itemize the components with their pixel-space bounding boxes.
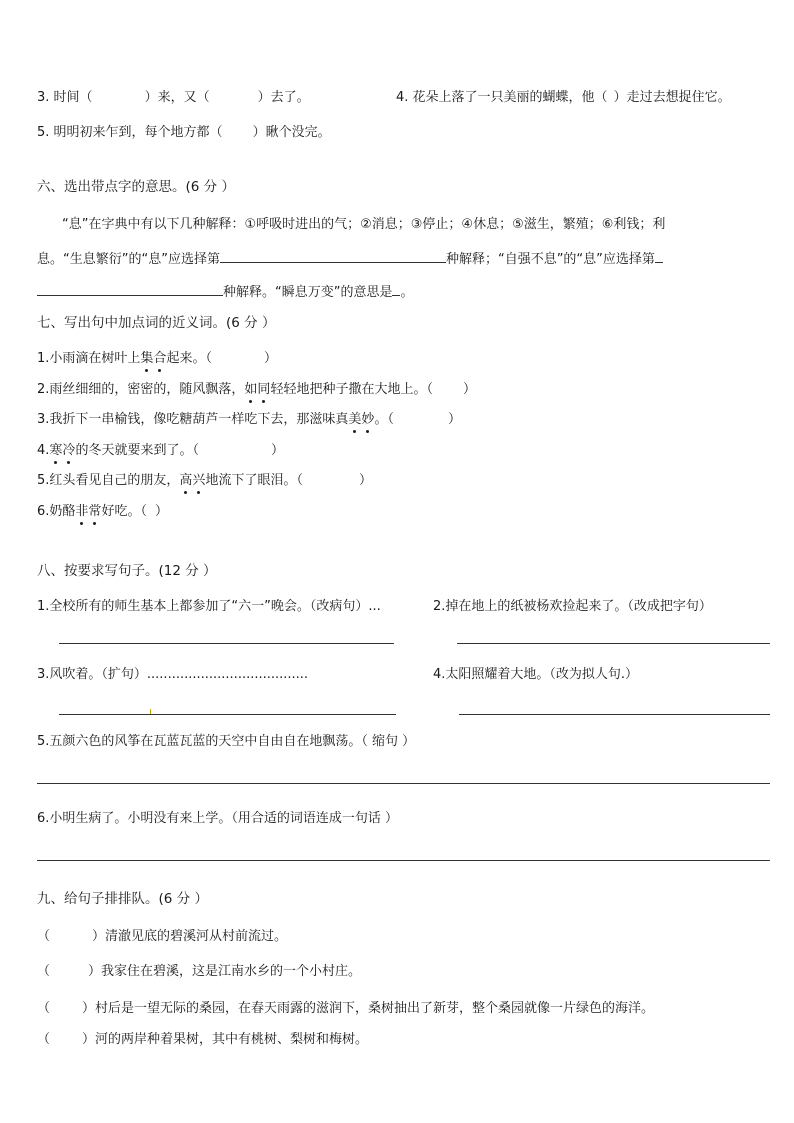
q-text: 4. bbox=[37, 443, 50, 458]
q-text: 1.小雨滴在树叶上 bbox=[37, 351, 141, 366]
order-bracket-open: （ bbox=[37, 1032, 51, 1047]
section-9-item bbox=[37, 1000, 654, 1018]
q-text: 息。“生息繁衍”的“息”应选择第 bbox=[37, 252, 220, 267]
section-6-line-1: “息”在字典中有以下几种解释：①呼吸时进出的气；②消息；③停止；④休息；⑤滋生，繁殖；⑥利钱；利 bbox=[62, 217, 666, 232]
q-text: ）来，又（ bbox=[144, 90, 210, 105]
dotted-char: 冷 bbox=[62, 443, 76, 458]
q-text: 起来。（ bbox=[166, 351, 212, 366]
order-bracket-close: ） bbox=[82, 1032, 96, 1047]
question-5-3 bbox=[37, 89, 310, 107]
dotted-char: 寒 bbox=[49, 443, 63, 458]
q-number: 4. bbox=[396, 90, 409, 105]
question-5-5 bbox=[37, 124, 331, 142]
section-7-title: 七、写出句中加点词的近义词。(6 分 ） bbox=[37, 315, 276, 331]
order-bracket-open: （ bbox=[37, 1001, 51, 1016]
q-text: 。（ bbox=[374, 412, 394, 427]
section-7-item bbox=[37, 503, 168, 521]
dotted-char: 合 bbox=[153, 351, 167, 366]
sentence-text: 我家住在碧溪，这是江南水乡的一个小村庄。 bbox=[101, 964, 362, 979]
q-text: ） bbox=[462, 382, 476, 397]
section-8-q5: 5.五颜六色的风筝在瓦蓝瓦蓝的天空中自由自在地飘荡。（ 缩句 ） bbox=[37, 734, 416, 749]
q-text: 5.红头看见自己的朋友， bbox=[37, 473, 180, 488]
section-6-line-2 bbox=[37, 248, 663, 269]
section-8-q1: 1.全校所有的师生基本上都参加了“六一”晚会。（改病句）... bbox=[37, 599, 381, 614]
q-number: 5. bbox=[37, 125, 50, 140]
order-bracket-open: （ bbox=[37, 929, 51, 944]
q-text: 好吃。（ bbox=[101, 504, 147, 519]
q-text: 3.我折下一串榆钱，像吃糖葫芦一样吃下去，那滋味真 bbox=[37, 412, 349, 427]
q-text: 种解释；“自强不息”的“息”应选择第 bbox=[445, 252, 655, 267]
answer-blank[interactable] bbox=[37, 281, 223, 296]
q-text: ）瞅个没完。 bbox=[252, 125, 331, 140]
answer-line-q3[interactable] bbox=[59, 714, 396, 715]
sentence-text: 河的两岸种着果树，其中有桃树、梨树和梅树。 bbox=[95, 1032, 369, 1047]
section-6-title: 六、选出带点字的意思。(6 分 ） bbox=[37, 179, 235, 195]
section-9-item bbox=[37, 1031, 368, 1049]
q-text: ）去了。 bbox=[257, 90, 310, 105]
order-bracket-close: ） bbox=[92, 929, 106, 944]
dotted-char: 常 bbox=[88, 504, 102, 519]
q-text: 。 bbox=[400, 285, 414, 300]
answer-line-q2[interactable] bbox=[457, 643, 770, 644]
q-text: 种解释。“瞬息万变”的意思是 bbox=[223, 285, 393, 300]
q-text: ）走过去想捉住它。 bbox=[613, 90, 731, 105]
answer-line-q1[interactable] bbox=[59, 643, 394, 644]
q-text: ） bbox=[154, 504, 168, 519]
dotted-char: 高 bbox=[179, 473, 193, 488]
q-text: 明明初来乍到，每个地方都（ bbox=[53, 125, 223, 140]
answer-line-q6[interactable] bbox=[37, 860, 770, 861]
q-text: ） bbox=[270, 443, 284, 458]
section-7-item bbox=[37, 472, 372, 490]
answer-blank[interactable] bbox=[220, 248, 446, 263]
sentence-text: 村后是一望无际的桑园，在春天雨露的滋润下，桑树抽出了新芽，整个桑园就像一片绿色的海洋。 bbox=[95, 1001, 655, 1016]
section-9-item bbox=[37, 928, 287, 946]
section-7-item bbox=[37, 442, 284, 460]
q-text: 轻轻地把种子撒在大地上。（ bbox=[270, 382, 433, 397]
order-bracket-close: ） bbox=[82, 1001, 96, 1016]
dotted-char: 如 bbox=[244, 382, 258, 397]
section-6-line-3 bbox=[37, 281, 414, 302]
section-7-item bbox=[37, 411, 461, 429]
section-8-q3: 3.风吹着。（扩句）....................................... bbox=[37, 667, 309, 682]
section-8-q4: 4.太阳照耀着大地。（改为拟人句.） bbox=[433, 667, 639, 682]
sentence-text: 清澈见底的碧溪河从村前流过。 bbox=[105, 929, 288, 944]
answer-blank[interactable] bbox=[655, 248, 663, 263]
answer-line-q5[interactable] bbox=[37, 783, 770, 784]
section-9-item bbox=[37, 963, 361, 981]
order-bracket-close: ） bbox=[88, 964, 102, 979]
section-7-item bbox=[37, 350, 277, 368]
section-8-q6: 6.小明生病了。小明没有来上学。（用合适的词语连成一句话 ） bbox=[37, 811, 399, 826]
q-text: 的冬天就要来到了。（ bbox=[75, 443, 199, 458]
dotted-char: 非 bbox=[75, 504, 89, 519]
section-8-q2: 2.掉在地上的纸被杨欢捡起来了。（改成把字句） bbox=[433, 599, 712, 614]
dotted-char: 妙 bbox=[361, 412, 375, 427]
section-7-item bbox=[37, 381, 476, 399]
question-5-4 bbox=[396, 89, 731, 107]
dotted-char: 集 bbox=[140, 351, 154, 366]
q-text: 花朵上落了一只美丽的蝴蝶，他（ bbox=[412, 90, 608, 105]
q-text: 2.雨丝细细的，密密的，随风飘落， bbox=[37, 382, 245, 397]
dotted-char: 同 bbox=[257, 382, 271, 397]
q-text: ） bbox=[358, 473, 372, 488]
q-text: 时间（ bbox=[53, 90, 93, 105]
dotted-char: 美 bbox=[348, 412, 362, 427]
q-text: ） bbox=[447, 412, 461, 427]
section-9-title: 九、给句子排排队。(6 分 ） bbox=[37, 891, 208, 907]
q-text: 6.奶酪 bbox=[37, 504, 76, 519]
q-text: ） bbox=[263, 351, 277, 366]
q-number: 3. bbox=[37, 90, 50, 105]
dotted-char: 兴 bbox=[192, 473, 206, 488]
order-bracket-open: （ bbox=[37, 964, 51, 979]
answer-line-q4[interactable] bbox=[459, 714, 770, 715]
section-8-title: 八、按要求写句子。(12 分 ） bbox=[37, 563, 217, 579]
q-text: 地流下了眼泪。（ bbox=[205, 473, 303, 488]
